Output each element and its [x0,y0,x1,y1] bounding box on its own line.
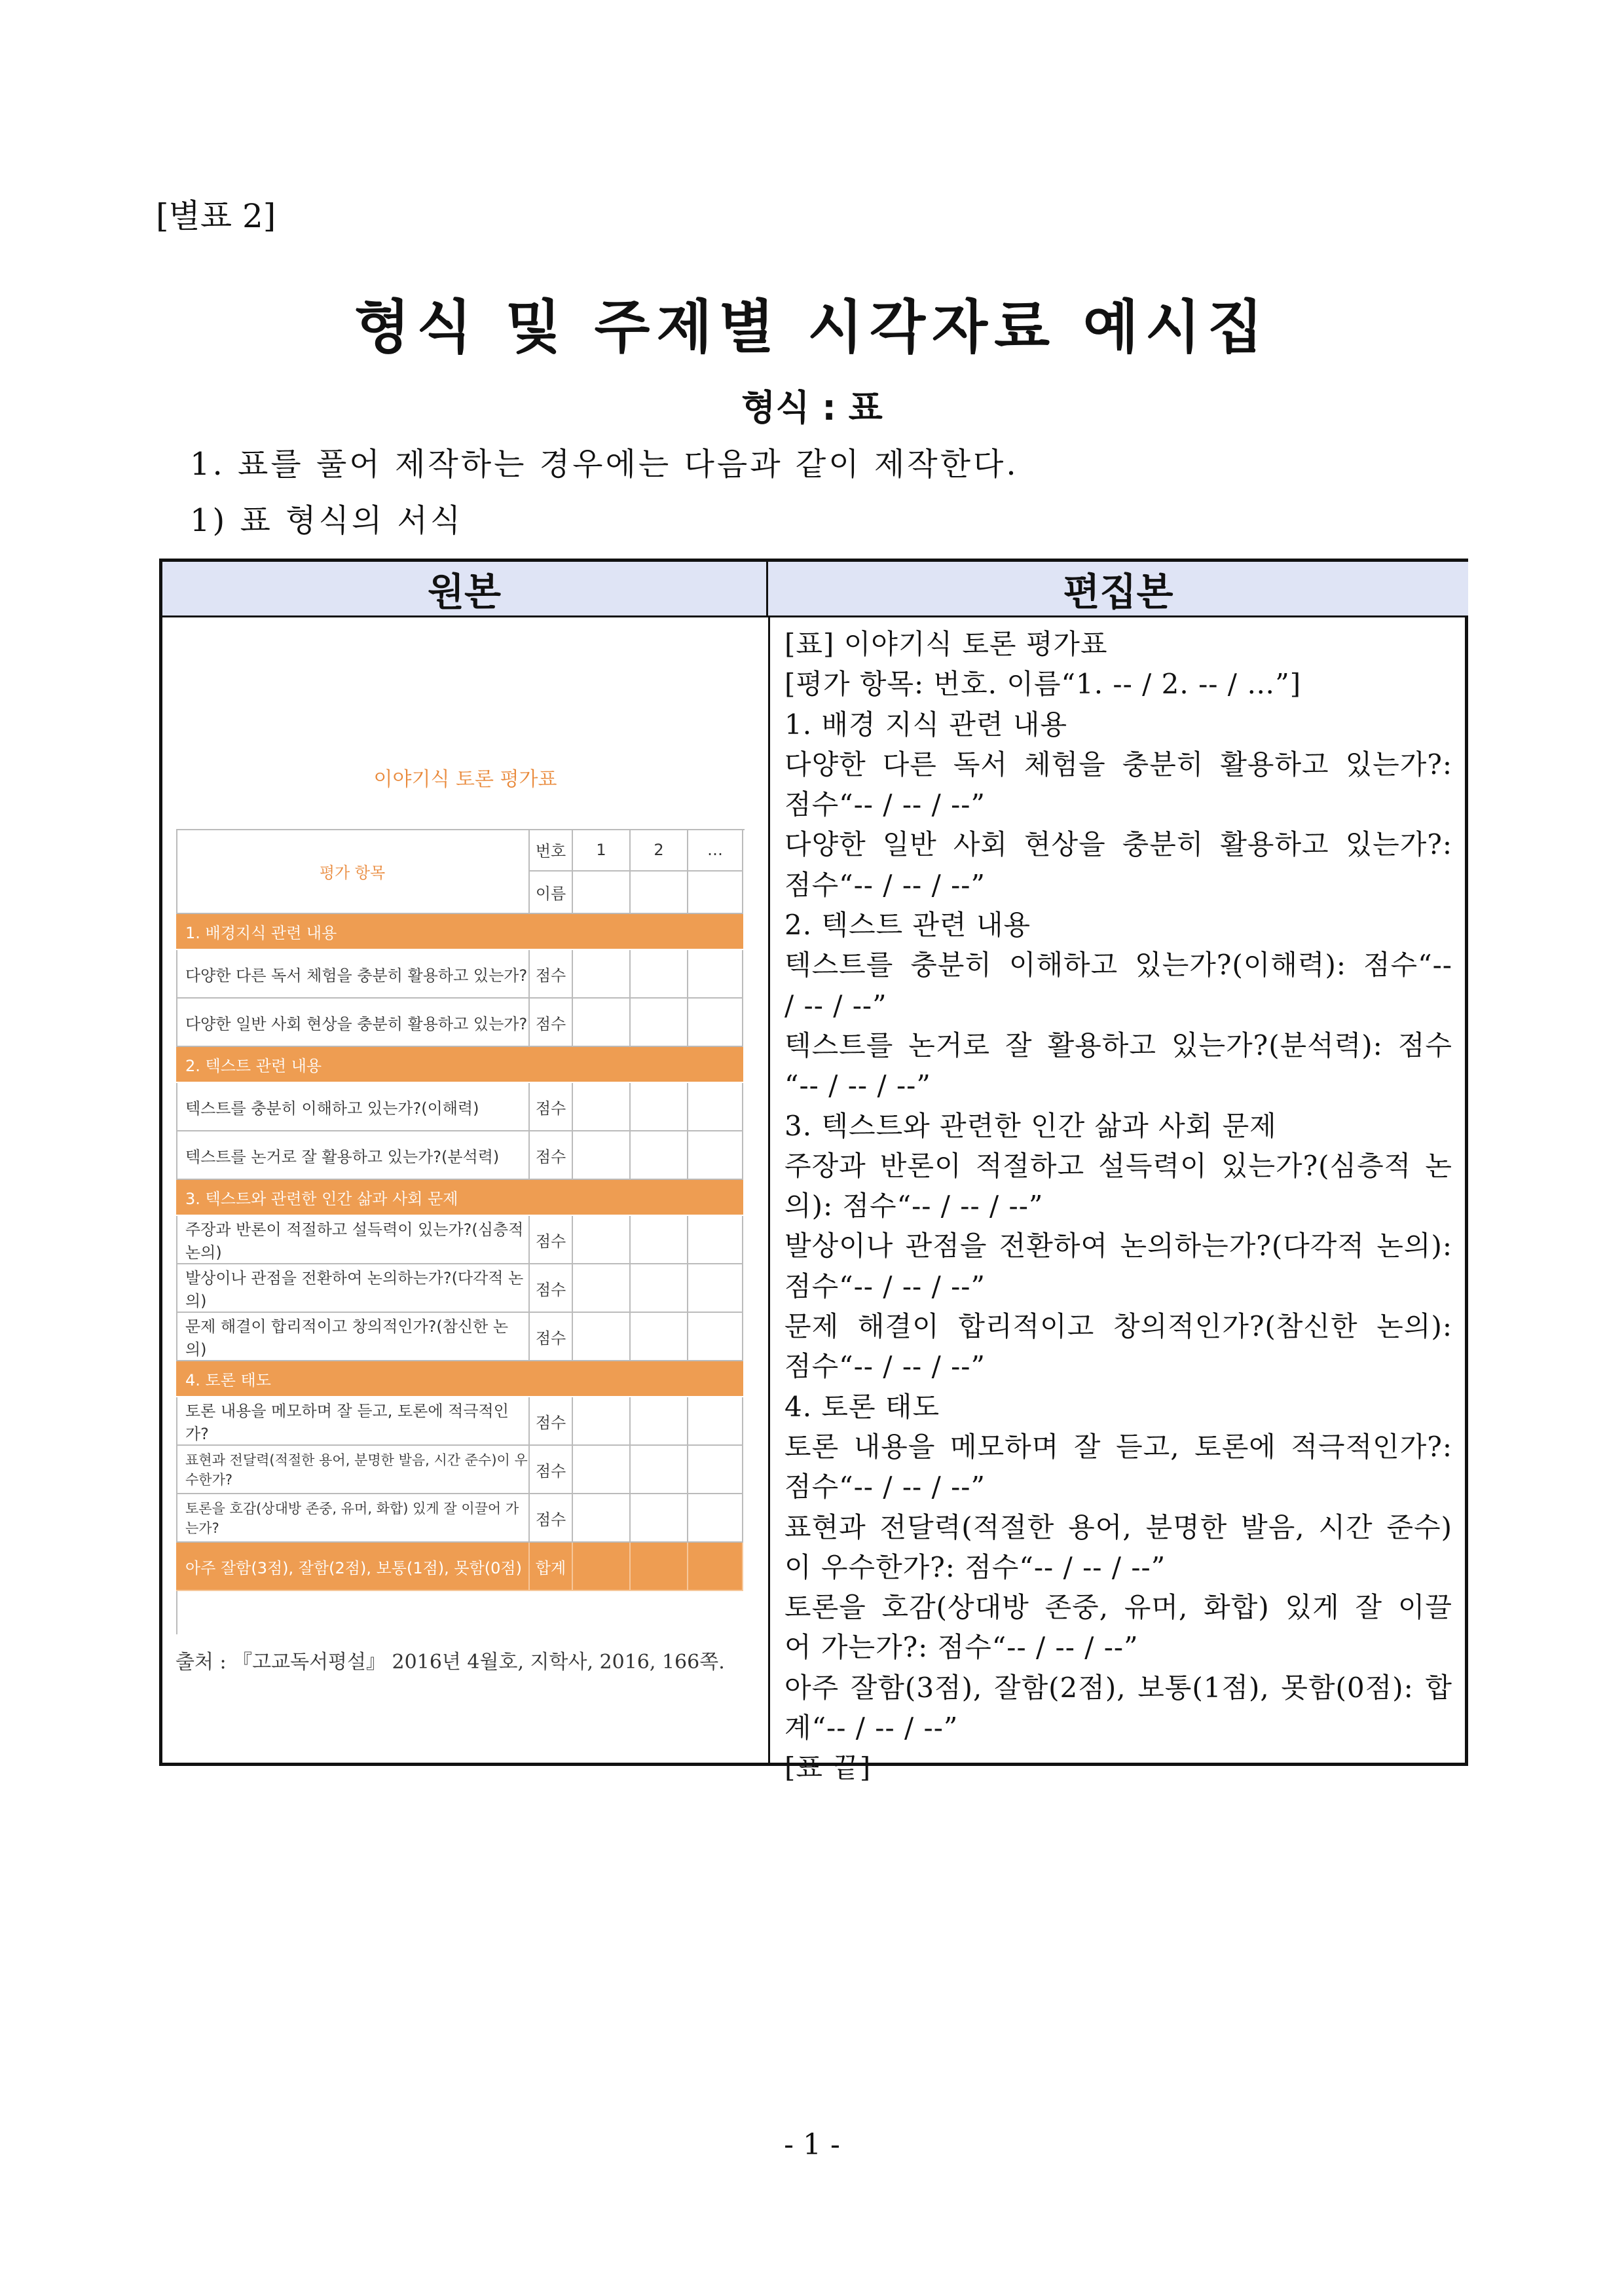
section-heading: 1) 표 형식의 서식 [190,502,464,539]
col3-cell: … [688,829,743,872]
text-line: / -- / --” [784,989,887,1021]
text-line: 표현과 전달력(적절한 용어, 분명한 발음, 시간 준수) [784,1511,1452,1543]
text-line: 2. 텍스트 관련 내용 [784,909,1031,942]
text-line: 의): 점수“-- / -- / --” [784,1190,1044,1222]
section-row [176,914,743,950]
total-cell [688,1543,743,1591]
text-line: 점수“-- / -- / --” [784,788,986,821]
text-line: 토론을 호감(상대방 존중, 유머, 화합) 있게 잘 이끌 [784,1591,1452,1624]
total-row [176,1543,743,1591]
mini-header [176,829,743,914]
criterion-text: 다양한 다른 독서 체험을 충분히 활용하고 있는가? [176,950,530,999]
score-label: 점수 [530,999,573,1047]
score-label: 점수 [530,950,573,999]
text-line: 텍스트를 논거로 잘 활용하고 있는가?(분석력): 점수 [784,1029,1452,1061]
col1-cell: 1 [573,829,631,872]
score-cell [631,950,688,999]
score-cell [688,1264,743,1313]
score-cell [688,999,743,1047]
score-cell [631,1131,688,1180]
text-line: [표 끝] [784,1752,872,1784]
criterion-row [176,1397,743,1446]
comparison-table [159,559,1468,1784]
score-cell [631,999,688,1047]
section-row [176,1047,743,1083]
text-line: 점수“-- / -- / --” [784,1471,986,1503]
score-cell [573,1216,631,1264]
scale-text: 아주 잘함(3점), 잘함(2점), 보통(1점), 못함(0점) [176,1543,530,1591]
criterion-row [176,1446,743,1494]
header-edited: 편집본 [768,562,1468,617]
edited-text [784,624,1452,1788]
criterion-text: 텍스트를 논거로 잘 활용하고 있는가?(분석력) [176,1131,530,1180]
criterion-text: 토론 내용을 메모하며 잘 듣고, 토론에 적극적인가? [176,1397,530,1446]
text-line: “-- / -- / --” [784,1069,931,1102]
section-label: 3. 텍스트와 관련한 인간 삶과 사회 문제 [185,1190,458,1208]
section-label: 2. 텍스트 관련 내용 [185,1057,322,1075]
score-cell [573,1264,631,1313]
criterion-row [176,1264,743,1313]
text-line: 발상이나 관점을 전환하여 논의하는가?(다각적 논의): [784,1230,1452,1262]
original-image [162,617,768,1766]
score-cell [688,1446,743,1494]
score-cell [631,1494,688,1543]
score-cell [573,1397,631,1446]
score-label: 점수 [530,1313,573,1361]
header-name-cell: 이름 [530,872,573,914]
text-line: [표] 이야기식 토론 평가표 [784,628,1108,660]
col2-cell: 2 [631,829,688,872]
total-cell [573,1543,631,1591]
score-label: 점수 [530,1264,573,1313]
score-cell [631,1216,688,1264]
score-cell [688,1216,743,1264]
page-subtitle: 형식 : 표 [741,387,883,428]
image-source: 출처 : 『고교독서평설』 2016년 4월호, 지학사, 2016, 166쪽. [175,1651,725,1674]
blank-cell [631,872,688,914]
criterion-text: 주장과 반론이 적절하고 설득력이 있는가?(심층적 논의) [176,1216,530,1264]
score-cell [688,950,743,999]
text-line: 3. 텍스트와 관련한 인간 삶과 사회 문제 [784,1109,1277,1142]
score-cell [573,1446,631,1494]
text-line: 다양한 다른 독서 체험을 충분히 활용하고 있는가?: [784,748,1452,780]
criterion-text: 발상이나 관점을 전환하여 논의하는가?(다각적 논의) [176,1264,530,1313]
criterion-row [176,1313,743,1361]
header-original: 원본 [162,562,768,617]
image-title: 이야기식 토론 평가표 [373,768,557,791]
score-cell [573,1494,631,1543]
text-line: 1. 배경 지식 관련 내용 [784,708,1068,741]
score-cell [631,1446,688,1494]
text-line: 4. 토론 태도 [784,1390,940,1423]
criterion-text: 표현과 전달력(적절한 용어, 분명한 발음, 시간 준수)이 우수한가? [176,1446,530,1494]
score-label: 점수 [530,1216,573,1264]
appendix-tag: [별표 2] [156,197,276,235]
text-line: [평가 항목: 번호. 이름“1. -- / 2. -- / …”] [784,668,1302,701]
score-cell [688,1083,743,1131]
criterion-text: 다양한 일반 사회 현상을 충분히 활용하고 있는가? [176,999,530,1047]
text-line: 다양한 일반 사회 현상을 충분히 활용하고 있는가?: [784,828,1452,861]
blank-cell [573,872,631,914]
blank-cell [688,872,743,914]
criterion-row [176,1494,743,1543]
text-line: 계“-- / -- / --” [784,1712,959,1744]
page-number: - 1 - [784,2128,840,2161]
score-cell [631,1313,688,1361]
text-line: 점수“-- / -- / --” [784,868,986,901]
text-line: 어 가는가?: 점수“-- / -- / --” [784,1631,1139,1664]
section-row [176,1180,743,1216]
text-line: 아주 잘함(3점), 잘함(2점), 보통(1점), 못함(0점): 합 [784,1671,1452,1704]
score-cell [631,1264,688,1313]
evaluation-table-image [176,829,743,1634]
text-line: 주장과 반론이 적절하고 설득력이 있는가?(심층적 논 [784,1149,1452,1182]
text-line: 점수“-- / -- / --” [784,1270,986,1302]
text-line: 텍스트를 충분히 이해하고 있는가?(이해력): 점수“-- [784,949,1452,982]
text-line: 이 우수한가?: 점수“-- / -- / --” [784,1551,1166,1583]
text-line: 토론 내용을 메모하며 잘 듣고, 토론에 적극적인가?: [784,1430,1452,1463]
score-cell [573,1083,631,1131]
column-divider [768,617,770,1766]
instruction-line: 1. 표를 풀어 제작하는 경우에는 다음과 같이 제작한다. [190,446,1019,483]
text-line: 점수“-- / -- / --” [784,1350,986,1383]
score-label: 점수 [530,1131,573,1180]
score-cell [573,1313,631,1361]
score-cell [631,1397,688,1446]
score-label: 점수 [530,1494,573,1543]
criterion-text: 토론을 호감(상대방 존중, 유머, 화합) 있게 잘 이끌어 가는가? [176,1494,530,1543]
total-cell [631,1543,688,1591]
criterion-text: 문제 해결이 합리적이고 창의적인가?(참신한 논의) [176,1313,530,1361]
section-label: 4. 토론 태도 [185,1371,271,1389]
section-row [176,1361,743,1397]
criterion-row [176,1131,743,1180]
score-cell [631,1083,688,1131]
criterion-text: 텍스트를 충분히 이해하고 있는가?(이해력) [176,1083,530,1131]
header-item-cell: 평가 항목 [176,829,530,914]
score-label: 점수 [530,1446,573,1494]
score-label: 점수 [530,1083,573,1131]
criterion-row [176,1083,743,1131]
score-cell [573,999,631,1047]
score-cell [573,1131,631,1180]
score-cell [688,1397,743,1446]
criterion-row [176,1216,743,1264]
text-line: 문제 해결이 합리적이고 창의적인가?(참신한 논의): [784,1310,1452,1343]
section-label: 1. 배경지식 관련 내용 [185,924,337,942]
page-title: 형식 및 주제별 시각자료 예시집 [354,293,1270,361]
score-cell [688,1313,743,1361]
header-number-cell: 번호 [530,829,573,872]
score-cell [688,1131,743,1180]
total-label: 합계 [530,1543,573,1591]
score-cell [573,950,631,999]
score-label: 점수 [530,1397,573,1446]
score-cell [688,1494,743,1543]
criterion-row [176,999,743,1047]
criterion-row [176,950,743,999]
